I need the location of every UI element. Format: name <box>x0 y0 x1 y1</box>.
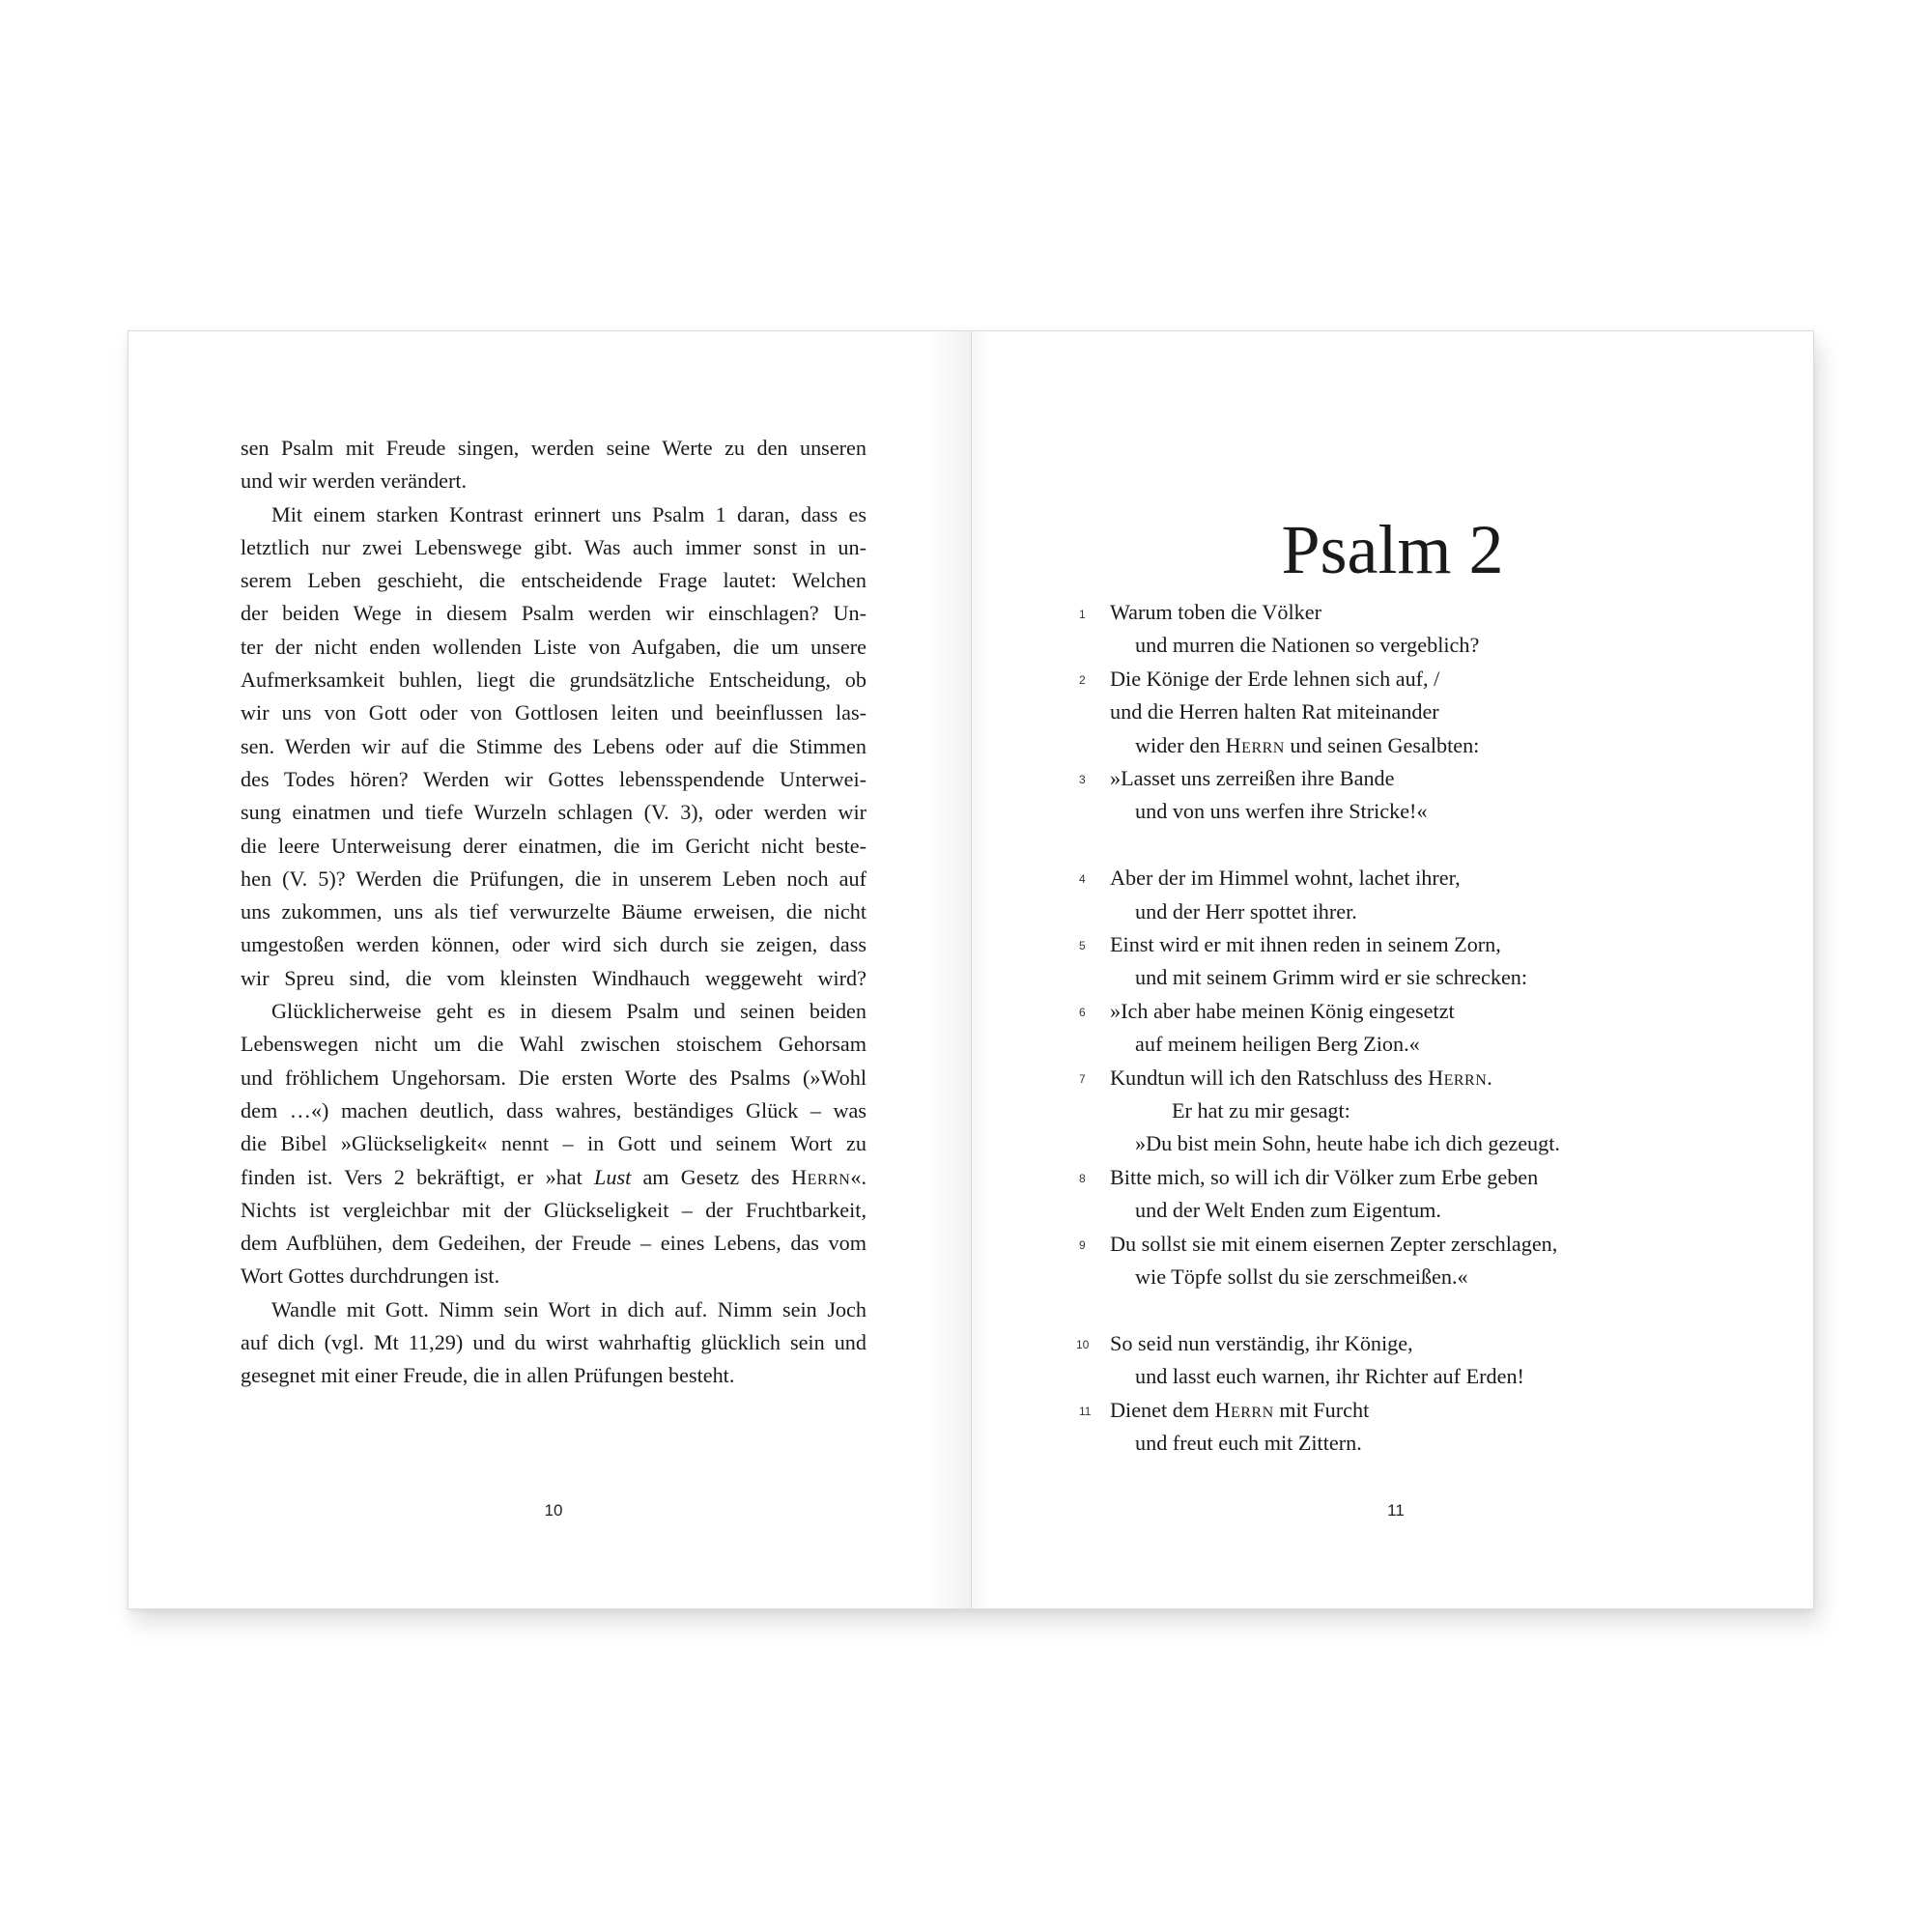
verse-number: 5 <box>1079 939 1086 952</box>
verse-line: Du sollst sie mit einem eisernen Zepter zerschlagen, <box>1110 1231 1558 1256</box>
text-line: sen Psalm mit Freude singen, werden seine Werte zu den unseren <box>241 436 867 460</box>
verse-line: So seid nun verständig, ihr Könige, <box>1110 1330 1413 1355</box>
text-line: Glücklicherweise geht es in diesem Psalm und seinen beiden <box>271 999 867 1024</box>
verse-number: 8 <box>1079 1172 1086 1185</box>
verse-line: Er hat zu mir gesagt: <box>1172 1098 1350 1122</box>
text-fragment: und seinen Gesalbten: <box>1284 732 1480 757</box>
verse-line: »Lasset uns zerreißen ihre Bande <box>1110 766 1395 790</box>
text-line: letztlich nur zwei Lebenswege gibt. Was auch immer sonst in un- <box>241 534 867 559</box>
text-line: Wort Gottes durchdrungen ist. <box>241 1264 500 1289</box>
text-line: Mit einem starken Kontrast erinnert uns Psalm 1 daran, dass es <box>271 501 867 526</box>
verse-line: Einst wird er mit ihnen reden in seinem Zorn, <box>1110 932 1501 956</box>
text-line: des Todes hören? Werden wir Gottes lebensspendende Unterwei- <box>241 766 867 791</box>
text-fragment: mit Furcht <box>1273 1397 1370 1422</box>
gutter-shadow <box>926 331 971 1608</box>
verse-number: 7 <box>1079 1072 1086 1086</box>
text-fragment: . <box>1487 1065 1492 1090</box>
text-line: dem …«) machen deutlich, dass wahres, beständiges Glück – was <box>241 1097 867 1122</box>
verse-line: und freut euch mit Zittern. <box>1135 1431 1362 1455</box>
text-fragment: am Gesetz des <box>631 1164 792 1189</box>
text-line: hen (V. 5)? Werden die Prüfungen, die in unserem Leben noch auf <box>241 866 867 891</box>
text-fragment: Kundtun will ich den Ratschluss des <box>1110 1065 1429 1090</box>
verse-line: auf meinem heiligen Berg Zion.« <box>1135 1032 1420 1057</box>
verse-number: 2 <box>1079 673 1086 687</box>
emphasis-text: Lust <box>594 1164 632 1189</box>
verse-line: Warum toben die Völker <box>1110 600 1322 624</box>
left-page <box>128 330 971 1609</box>
right-page <box>971 330 1814 1609</box>
text-line: der beiden Wege in diesem Psalm werden wir einschlagen? Un- <box>241 601 867 626</box>
verse-line <box>1135 729 1479 762</box>
text-fragment: Dienet dem <box>1110 1397 1215 1422</box>
text-line: uns zukommen, uns als tief verwurzelte Bäume erweisen, die nicht <box>241 899 867 924</box>
prose-text <box>241 432 867 1393</box>
text-fragment: «. <box>850 1164 867 1189</box>
text-fragment: wider den <box>1135 732 1226 757</box>
verse-line: und die Herren halten Rat miteinander <box>1110 699 1439 724</box>
text-line: und wir werden verändert. <box>241 469 468 494</box>
text-line: Wandle mit Gott. Nimm sein Wort in dich auf. Nimm sein Joch <box>271 1296 867 1321</box>
text-fragment: finden ist. Vers 2 bekräftigt, er »hat <box>241 1164 595 1189</box>
book-spread <box>128 330 1814 1609</box>
verse-line: »Du bist mein Sohn, heute habe ich dich gezeugt. <box>1135 1131 1560 1156</box>
text-line: umgestoßen werden können, oder wird sich durch sie zeigen, dass <box>241 932 867 957</box>
verse-line: und von uns werfen ihre Stricke!« <box>1135 799 1428 824</box>
text-line: Lebenswegen nicht um die Wahl zwischen stoischem Gehorsam <box>241 1032 867 1057</box>
verse-line: »Ich aber habe meinen König eingesetzt <box>1110 998 1455 1023</box>
verse-number: 4 <box>1079 872 1086 886</box>
text-line: dem Aufblühen, dem Gedeihen, der Freude – eines Lebens, das vom <box>241 1231 867 1256</box>
verse-line <box>1110 1062 1492 1094</box>
verse-number: 10 <box>1076 1338 1090 1351</box>
page-number: 10 <box>544 1501 563 1520</box>
text-line: sung einatmen und tiefe Wurzeln schlagen (V. 3), oder werden wir <box>241 800 867 825</box>
smallcaps-lord: Herrn <box>791 1164 851 1189</box>
text-line: auf dich (vgl. Mt 11,29) und du wirst wahrhaftig glücklich sein und <box>241 1330 867 1355</box>
text-line: wir uns von Gott oder von Gottlosen leiten und beeinflussen las- <box>241 700 867 725</box>
text-line: sen. Werden wir auf die Stimme des Lebens oder auf die Stimmen <box>241 733 867 758</box>
verse-line: Die Könige der Erde lehnen sich auf, / <box>1110 666 1440 691</box>
verse-line: und der Welt Enden zum Eigentum. <box>1135 1198 1441 1223</box>
page-number: 11 <box>1387 1501 1405 1520</box>
verse-line: Bitte mich, so will ich dir Völker zum Erbe geben <box>1110 1164 1539 1189</box>
text-line: die leere Unterweisung derer einatmen, die im Gericht nicht beste- <box>241 833 867 858</box>
verse-line <box>1110 1394 1369 1427</box>
smallcaps-lord: Herrn <box>1214 1397 1274 1422</box>
smallcaps-lord: Herrn <box>1225 732 1285 757</box>
text-line: und fröhlichem Ungehorsam. Die ersten Worte des Psalms (»Wohl <box>241 1065 867 1090</box>
verse-line: und mit seinem Grimm wird er sie schrecken: <box>1135 965 1528 990</box>
verse-line: wie Töpfe sollst du sie zerschmeißen.« <box>1135 1264 1468 1289</box>
text-line: Aufmerksamkeit buhlen, liegt die grundsätzliche Entscheidung, ob <box>241 668 867 693</box>
verse-number: 1 <box>1079 608 1086 621</box>
verse-line: und der Herr spottet ihrer. <box>1135 898 1357 923</box>
verse-number: 3 <box>1079 773 1086 786</box>
verse-line: und lasst euch warnen, ihr Richter auf Erden! <box>1135 1364 1524 1389</box>
text-line: ter der nicht enden wollenden Liste von Aufgaben, die um unsere <box>241 634 867 659</box>
smallcaps-lord: Herrn <box>1428 1065 1488 1090</box>
verse-line: und murren die Nationen so vergeblich? <box>1135 633 1480 658</box>
text-line: gesegnet mit einer Freude, die in allen Prüfungen besteht. <box>241 1363 735 1388</box>
text-line <box>241 1161 867 1194</box>
verse-number: 6 <box>1079 1006 1086 1019</box>
text-line: Nichts ist vergleichbar mit der Glückseligkeit – der Fruchtbarkeit, <box>241 1197 867 1222</box>
psalm-title: Psalm 2 <box>1281 511 1504 589</box>
verse-number: 11 <box>1079 1405 1092 1418</box>
text-line: serem Leben geschieht, die entscheidende Frage lautet: Welchen <box>241 568 867 593</box>
text-line: die Bibel »Glückseligkeit« nennt – in Gott und seinem Wort zu <box>241 1131 867 1156</box>
verse-line: Aber der im Himmel wohnt, lachet ihrer, <box>1110 866 1461 891</box>
text-line: wir Spreu sind, die vom kleinsten Windhauch weggeweht wird? <box>241 965 867 990</box>
verse-number: 9 <box>1079 1238 1086 1252</box>
